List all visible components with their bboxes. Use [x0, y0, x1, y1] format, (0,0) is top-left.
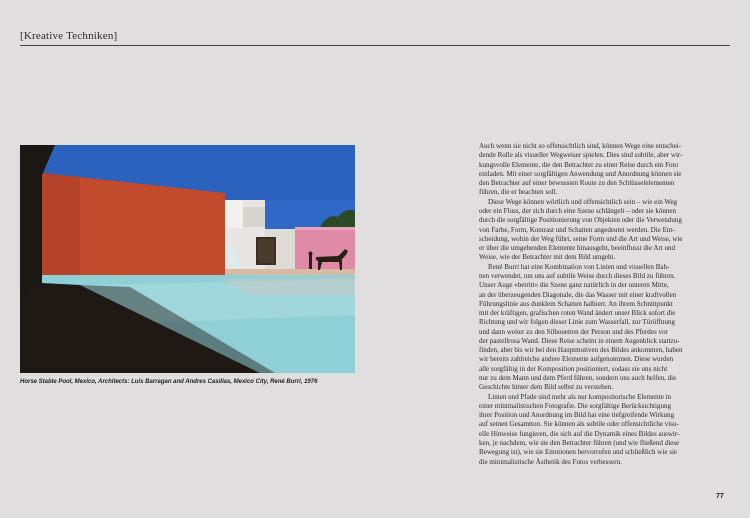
- body-line: Weise, wie der Betrachter mit dem Bild umgeht.: [479, 253, 616, 262]
- body-line: Geschichte hinter dem Bild selbst zu verstehen.: [479, 383, 614, 392]
- body-line: von Farbe, Form, Kontrast und Schatten angedeutet werden. Die Ent-: [479, 225, 675, 234]
- figure-photo: [20, 145, 355, 373]
- body-line: an der überzeugenden Diagonale, die das Wasser mit einer kraftvollen: [479, 290, 677, 299]
- body-line: er über die umgebenden Elemente hinausgeht, beeinflusst die Art und: [479, 244, 676, 253]
- body-line: nur zu dem Mann und dem Pferd führen, sondern uns auch helfen, die: [479, 374, 677, 383]
- body-line: finden, aber bis wir bei den Hauptmotiven des Bildes ankommen, haben: [479, 346, 683, 355]
- body-line: dende Rolle als visueller Wegweiser spielen. Dies sind subtile, aber wir-: [479, 151, 683, 160]
- body-line: elle Hinweise fungieren, die sich auf die Dynamik eines Bildes auswir-: [479, 429, 680, 438]
- body-line: Bewegung ist), wie sie Emotionen hervorrufen und schließlich wie sie: [479, 448, 678, 457]
- body-line: ken, je nachdem, wie sie den Betrachter führen (und wie fließend diese: [479, 439, 680, 447]
- photo-person: [309, 255, 312, 269]
- body-line: durch die sorgfältige Positionierung von Objekten oder die Verwendung: [479, 216, 682, 225]
- body-line: Richtung und wir folgen dieser Linie zum Wasserfall, zur Türöffnung: [479, 318, 675, 327]
- page-number: 77: [716, 493, 724, 500]
- body-line: die minimalistische Ästhetik des Fotos verbessern.: [479, 457, 622, 466]
- body-line: einer minimalistischen Fotografie. Die sorgfältige Berücksichtigung: [479, 401, 672, 410]
- body-line: nen verwendet, um uns auf subtile Weise durch dieses Bild zu führen.: [479, 271, 676, 280]
- body-line: alle sorgfältig in der Komposition positioniert, sodass sie uns nicht: [479, 364, 668, 373]
- body-line: scheidung, wohin der Weg führt, seine Form und die Art und Weise, wie: [479, 234, 683, 243]
- body-line: den Betrachter auf einer bewussten Route zu den Schlüsselelementen: [479, 179, 675, 188]
- body-line: kungsvolle Elemente, die den Betrachter zu einer Reise durch ein Foto: [479, 160, 679, 169]
- body-line: oder ein Fluss, der sich durch eine Szene schlängelt – oder sie können: [479, 206, 677, 215]
- body-line: der pastellrosa Wand. Diese Reise scheint in einem Augenblick stattzu-: [479, 336, 680, 345]
- body-line: einladen. Mit einer sorgfältigen Anwendung und Anordnung können sie: [479, 169, 682, 178]
- running-header: [Kreative Techniken]: [20, 30, 118, 42]
- body-text: [479, 142, 735, 467]
- body-line: Diese Wege können wörtlich und offensichtlich sein – wie ein Weg: [488, 197, 678, 206]
- body-line: mit der kräftigen, grafischen roten Wand ändert unser Blick sofort die: [479, 309, 676, 318]
- body-line: Linien und Pfade sind mehr als nur kompositorische Elemente in: [488, 392, 671, 401]
- body-line: und dann weiter zu den Silhouetten der Person und des Pferdes vor: [479, 327, 668, 336]
- body-line: René Burri hat eine Kombination von Linien und visuellen Bah-: [488, 262, 670, 271]
- body-line: führen, die er beachten soll.: [479, 188, 558, 197]
- body-line: auf seinen Gesamtton. Sie können als subtile oder offensichtliche visu-: [479, 420, 679, 429]
- body-line: Unser Auge »betritt« die Szene ganz natürlich in der unteren Mitte,: [479, 281, 669, 290]
- body-line: Führungslinie aus dunklem Schatten halbiert. An ihrem Schnittpunkt: [479, 299, 673, 308]
- body-line: wir bereits zahlreiche andere Elemente aufgenommen. Diese wurden: [479, 355, 674, 364]
- body-line: Auch wenn sie nicht so offensichtlich sind, können Wege eine entschei-: [479, 142, 682, 150]
- figure-caption: Horse Stable Pool, Mexico, Architects: Luis Barragan and Andres Casillas, Mexico City, René Burri, 1976: [20, 379, 318, 385]
- body-line: ihrer Position und Anordnung im Bild hat eine tiefgreifende Wirkung: [479, 411, 675, 420]
- header-rule: [20, 45, 730, 46]
